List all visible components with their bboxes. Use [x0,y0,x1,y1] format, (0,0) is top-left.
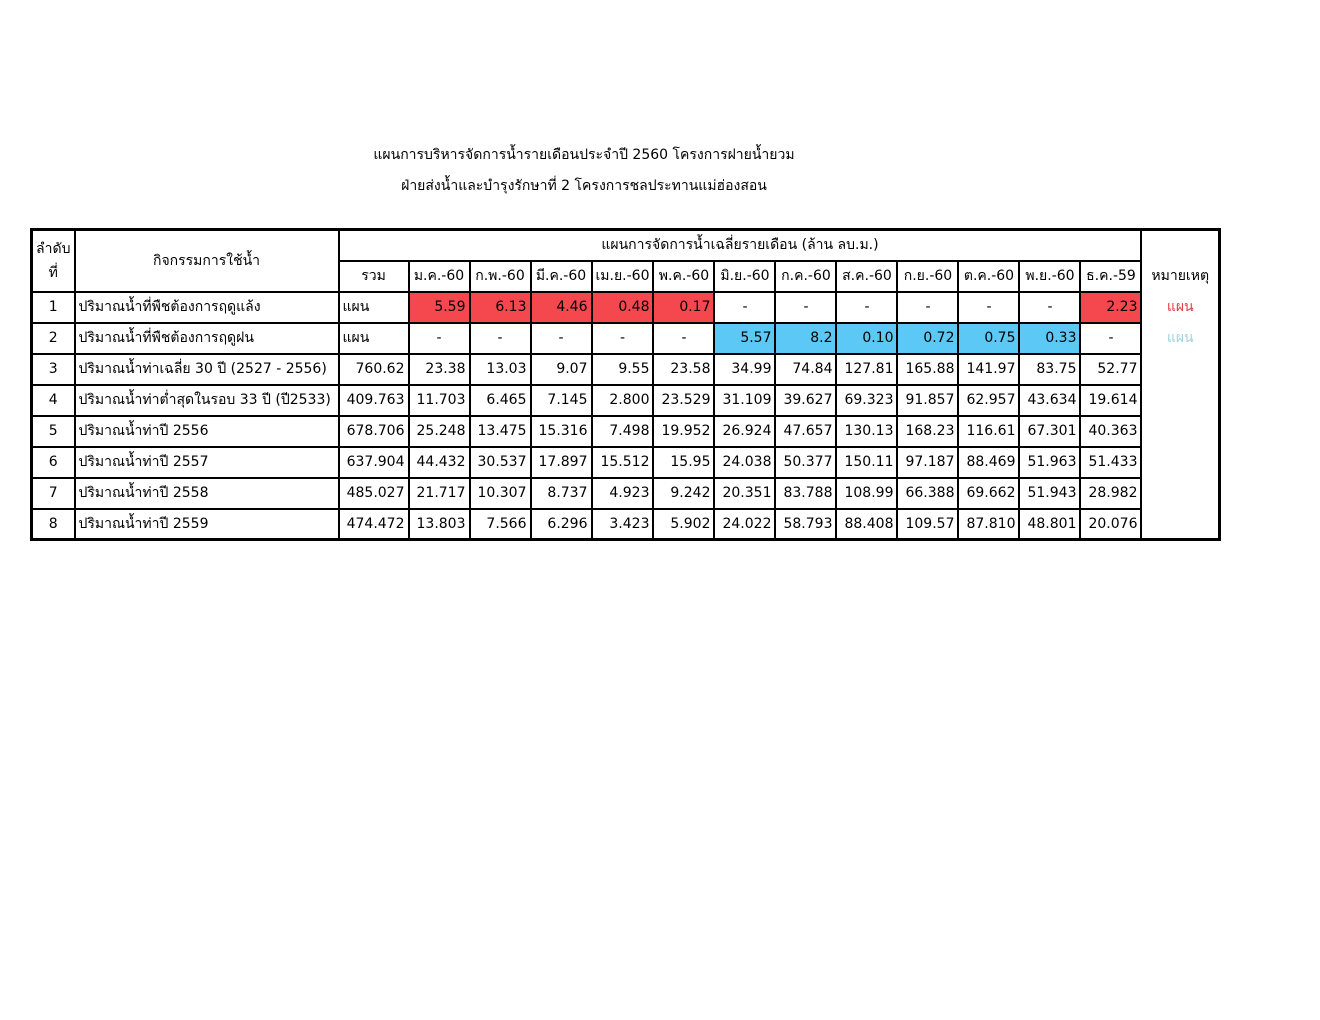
row-value: 0.17 [653,292,714,323]
month-header: เม.ย.-60 [592,261,654,292]
row-value: 62.957 [958,385,1019,416]
row-value: 52.77 [1080,354,1141,385]
row-value: 5.57 [714,323,775,354]
row-value: 50.377 [775,447,836,478]
table-row [32,292,1220,323]
row-total: 637.904 [339,447,409,478]
row-note [1141,416,1219,447]
row-value: 28.982 [1080,478,1141,509]
activity-header: กิจกรรมการใช้น้ำ [75,230,339,292]
row-value: 7.498 [592,416,654,447]
row-activity: ปริมาณน้ำท่าปี 2556 [75,416,339,447]
plan-group-header: แผนการจัดการน้ำเฉลี่ยรายเดือน (ล้าน ลบ.ม.) [339,230,1142,261]
row-value: 39.627 [775,385,836,416]
table-row [32,416,1220,447]
row-value: 8.2 [775,323,836,354]
row-total: 409.763 [339,385,409,416]
row-value: 83.788 [775,478,836,509]
month-header: มิ.ย.-60 [714,261,775,292]
seq-header [32,230,75,292]
row-total: 474.472 [339,509,409,540]
row-seq: 6 [32,447,75,478]
row-value: 19.614 [1080,385,1141,416]
row-value: 108.99 [836,478,897,509]
row-activity: ปริมาณน้ำท่าปี 2558 [75,478,339,509]
row-activity: ปริมาณน้ำที่พืชต้องการฤดูฝน [75,323,339,354]
row-value: 7.566 [470,509,531,540]
row-total: แผน [339,292,409,323]
row-value: 51.943 [1019,478,1080,509]
row-seq: 7 [32,478,75,509]
month-header: ม.ค.-60 [409,261,470,292]
row-value: 4.46 [531,292,592,323]
row-value: 20.076 [1080,509,1141,540]
row-note [1141,292,1219,323]
row-total: 485.027 [339,478,409,509]
notes-header-top [1141,230,1219,261]
page-subtitle: ฝ่ายส่งน้ำและบำรุงรักษาที่ 2 โครงการชลประทานแม่ฮ่องสอน [401,178,767,194]
row-seq: 5 [32,416,75,447]
row-value: 25.248 [409,416,470,447]
row-value: - [897,292,958,323]
row-value: 5.902 [653,509,714,540]
row-value: 69.323 [836,385,897,416]
month-header: ต.ค.-60 [958,261,1019,292]
row-value: - [1019,292,1080,323]
month-header: ก.พ.-60 [470,261,531,292]
row-value: 0.10 [836,323,897,354]
row-value: 0.72 [897,323,958,354]
row-value: 165.88 [897,354,958,385]
row-value: 43.634 [1019,385,1080,416]
row-value: 11.703 [409,385,470,416]
row-value: 87.810 [958,509,1019,540]
row-value: 31.109 [714,385,775,416]
row-seq: 4 [32,385,75,416]
row-value: 6.13 [470,292,531,323]
table-row [32,354,1220,385]
row-value: 127.81 [836,354,897,385]
seq-header-line2: ที่ [48,264,58,281]
row-value: 40.363 [1080,416,1141,447]
row-value: 9.242 [653,478,714,509]
row-value: 51.963 [1019,447,1080,478]
row-activity: ปริมาณน้ำท่าปี 2557 [75,447,339,478]
row-value: 9.55 [592,354,654,385]
row-activity: ปริมาณน้ำท่าเฉลี่ย 30 ปี (2527 - 2556) [75,354,339,385]
month-header: ธ.ค.-59 [1080,261,1141,292]
row-value: 13.03 [470,354,531,385]
month-header: ก.ค.-60 [775,261,836,292]
row-value: 6.465 [470,385,531,416]
row-value: 15.512 [592,447,654,478]
row-note [1141,385,1219,416]
row-value: 91.857 [897,385,958,416]
month-header: พ.ค.-60 [653,261,714,292]
row-seq: 2 [32,323,75,354]
row-value: 0.75 [958,323,1019,354]
row-value: 48.801 [1019,509,1080,540]
row-value: - [1080,323,1141,354]
row-value: 0.33 [1019,323,1080,354]
row-value: 3.423 [592,509,654,540]
row-value: 97.187 [897,447,958,478]
row-total: 678.706 [339,416,409,447]
row-total: 760.62 [339,354,409,385]
row-value: 74.84 [775,354,836,385]
row-value: - [531,323,592,354]
row-value: 10.307 [470,478,531,509]
row-value: - [714,292,775,323]
row-value: 66.388 [897,478,958,509]
total-header: รวม [339,261,409,292]
row-value: 150.11 [836,447,897,478]
table-row [32,385,1220,416]
row-note-text: แผน [1166,299,1194,315]
row-value: 9.07 [531,354,592,385]
row-value: 13.803 [409,509,470,540]
row-value: - [470,323,531,354]
row-value: 30.537 [470,447,531,478]
row-note [1141,354,1219,385]
row-value: - [958,292,1019,323]
row-note [1141,323,1219,354]
row-value: 5.59 [409,292,470,323]
row-value: 15.316 [531,416,592,447]
row-value: 4.923 [592,478,654,509]
row-value: 69.662 [958,478,1019,509]
month-header: ส.ค.-60 [836,261,897,292]
row-seq: 8 [32,509,75,540]
seq-header-line1: ลำดับ [36,240,71,257]
row-value: 130.13 [836,416,897,447]
row-value: - [592,323,654,354]
row-value: 7.145 [531,385,592,416]
row-value: 51.433 [1080,447,1141,478]
row-value: 20.351 [714,478,775,509]
row-activity: ปริมาณน้ำที่พืชต้องการฤดูแล้ง [75,292,339,323]
row-value: 168.23 [897,416,958,447]
row-activity: ปริมาณน้ำท่าต่ำสุดในรอบ 33 ปี (ปี2533) [75,385,339,416]
row-value: 44.432 [409,447,470,478]
row-value: - [653,323,714,354]
row-value: 2.800 [592,385,654,416]
month-header: มี.ค.-60 [531,261,592,292]
row-value: 23.58 [653,354,714,385]
row-value: 17.897 [531,447,592,478]
row-value: 109.57 [897,509,958,540]
row-value: - [409,323,470,354]
row-value: 24.022 [714,509,775,540]
row-value: 23.529 [653,385,714,416]
notes-header: หมายเหตุ [1141,261,1219,292]
water-plan-table [30,228,1221,541]
row-value: 88.408 [836,509,897,540]
table-row [32,323,1220,354]
row-note [1141,447,1219,478]
row-activity: ปริมาณน้ำท่าปี 2559 [75,509,339,540]
row-value: 21.717 [409,478,470,509]
row-note-text: แผน [1166,330,1194,346]
month-header: พ.ย.-60 [1019,261,1080,292]
row-value: 67.301 [1019,416,1080,447]
row-seq: 3 [32,354,75,385]
table-row [32,478,1220,509]
row-total: แผน [339,323,409,354]
row-value: 23.38 [409,354,470,385]
row-value: 26.924 [714,416,775,447]
row-seq: 1 [32,292,75,323]
row-value: 8.737 [531,478,592,509]
row-value: 0.48 [592,292,654,323]
row-note [1141,509,1219,540]
row-value: 47.657 [775,416,836,447]
table-row [32,447,1220,478]
row-value: 15.95 [653,447,714,478]
row-value: 6.296 [531,509,592,540]
row-value: 58.793 [775,509,836,540]
row-value: 2.23 [1080,292,1141,323]
table-row [32,509,1220,540]
row-value: - [836,292,897,323]
row-value: 13.475 [470,416,531,447]
row-value: 24.038 [714,447,775,478]
row-note [1141,478,1219,509]
row-value: 141.97 [958,354,1019,385]
row-value: 83.75 [1019,354,1080,385]
row-value: 34.99 [714,354,775,385]
row-value: 116.61 [958,416,1019,447]
month-header: ก.ย.-60 [897,261,958,292]
page-title: แผนการบริหารจัดการน้ำรายเดือนประจำปี 2560 โครงการฝายน้ำยวม [373,147,795,163]
row-value: 88.469 [958,447,1019,478]
row-value: 19.952 [653,416,714,447]
row-value: - [775,292,836,323]
